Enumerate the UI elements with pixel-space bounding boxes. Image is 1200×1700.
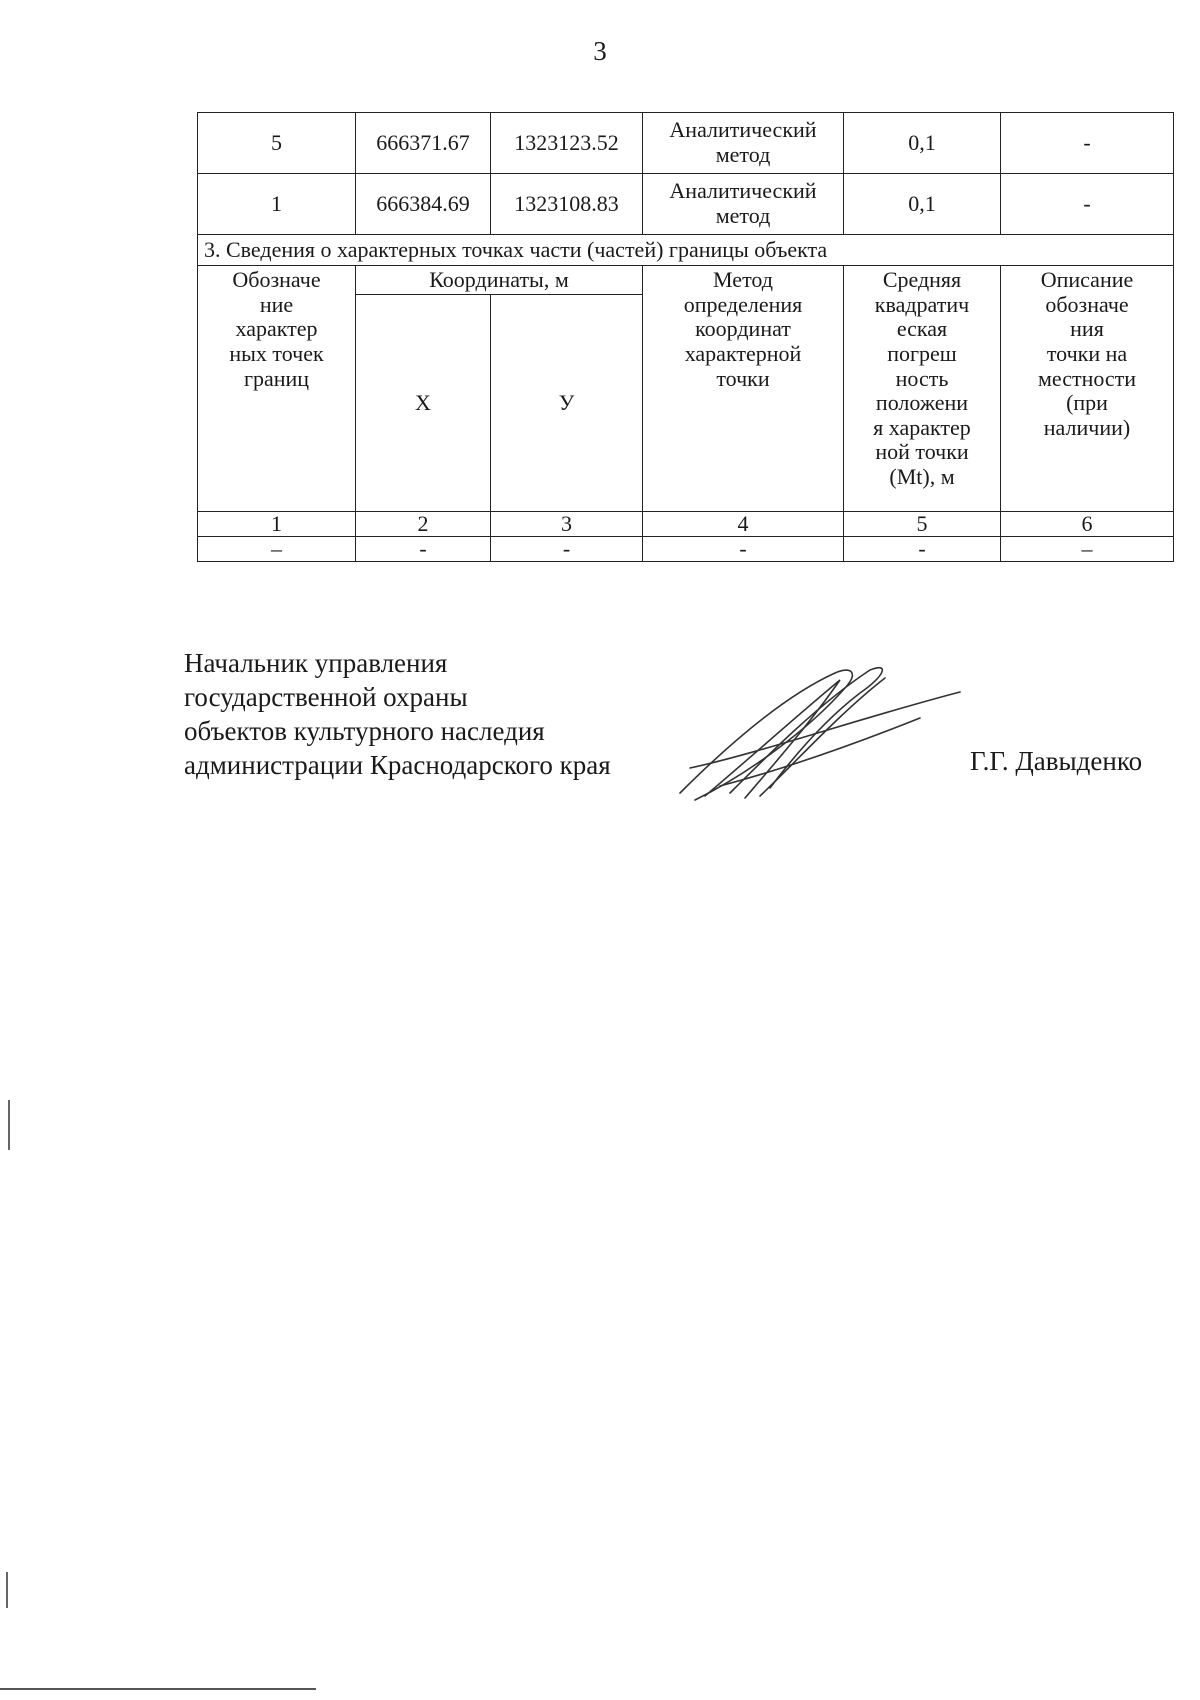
column-number: 3 xyxy=(491,512,643,537)
method-cell: Аналитический метод xyxy=(643,113,844,174)
column-number: 1 xyxy=(198,512,356,537)
position-line: объектов культурного наследия xyxy=(184,716,545,746)
empty-cell: - xyxy=(643,537,844,562)
scan-mark xyxy=(6,1572,8,1608)
y-coordinate-cell: 1323123.52 xyxy=(491,113,643,174)
signer-name: Г.Г. Давыденко xyxy=(970,746,1143,776)
coordinates-header: Координаты, м xyxy=(356,266,643,295)
section-title: 3. Сведения о характерных точках части (частей) границы объекта xyxy=(198,235,1174,266)
column-number: 6 xyxy=(1001,512,1174,537)
point-number-cell: 1 xyxy=(198,174,356,235)
description-cell: - xyxy=(1001,113,1174,174)
method-header: Метод определения координат характерной точки xyxy=(643,266,844,512)
column-numbers-row xyxy=(198,512,1174,537)
error-cell: 0,1 xyxy=(844,113,1001,174)
footer-line xyxy=(0,1688,316,1690)
empty-cell: – xyxy=(198,537,356,562)
column-number: 4 xyxy=(643,512,844,537)
scan-mark xyxy=(8,1100,10,1150)
designation-header: Обозначе ние характер ных точек границ xyxy=(198,266,356,512)
description-cell: - xyxy=(1001,174,1174,235)
point-number-cell: 5 xyxy=(198,113,356,174)
position-line: Начальник управления xyxy=(184,648,448,678)
description-header: Описание обозначе ния точки на местности (при наличии) xyxy=(1001,266,1174,512)
x-coordinate-cell: 666384.69 xyxy=(356,174,491,235)
error-cell: 0,1 xyxy=(844,174,1001,235)
empty-cell: – xyxy=(1001,537,1174,562)
table-row xyxy=(198,174,1174,235)
empty-cell: - xyxy=(356,537,491,562)
empty-cell: - xyxy=(491,537,643,562)
error-header: Средняя квадратич еская погреш ность положени я характер ной точки (Mt), м xyxy=(844,266,1001,512)
position-line: администрации Краснодарского края xyxy=(184,750,611,780)
empty-data-row xyxy=(198,537,1174,562)
boundary-points-table xyxy=(197,112,1174,562)
method-cell: Аналитический метод xyxy=(643,174,844,235)
column-number: 5 xyxy=(844,512,1001,537)
y-coordinate-cell: 1323108.83 xyxy=(491,174,643,235)
table-row xyxy=(198,113,1174,174)
section-title-row xyxy=(198,235,1174,266)
y-header: У xyxy=(491,295,643,512)
handwritten-signature xyxy=(660,658,970,808)
empty-cell: - xyxy=(844,537,1001,562)
position-line: государственной охраны xyxy=(184,682,468,712)
header-row xyxy=(198,266,1174,295)
x-coordinate-cell: 666371.67 xyxy=(356,113,491,174)
column-number: 2 xyxy=(356,512,491,537)
x-header: X xyxy=(356,295,491,512)
signatory-position xyxy=(184,646,611,782)
page-number: 3 xyxy=(593,36,607,66)
